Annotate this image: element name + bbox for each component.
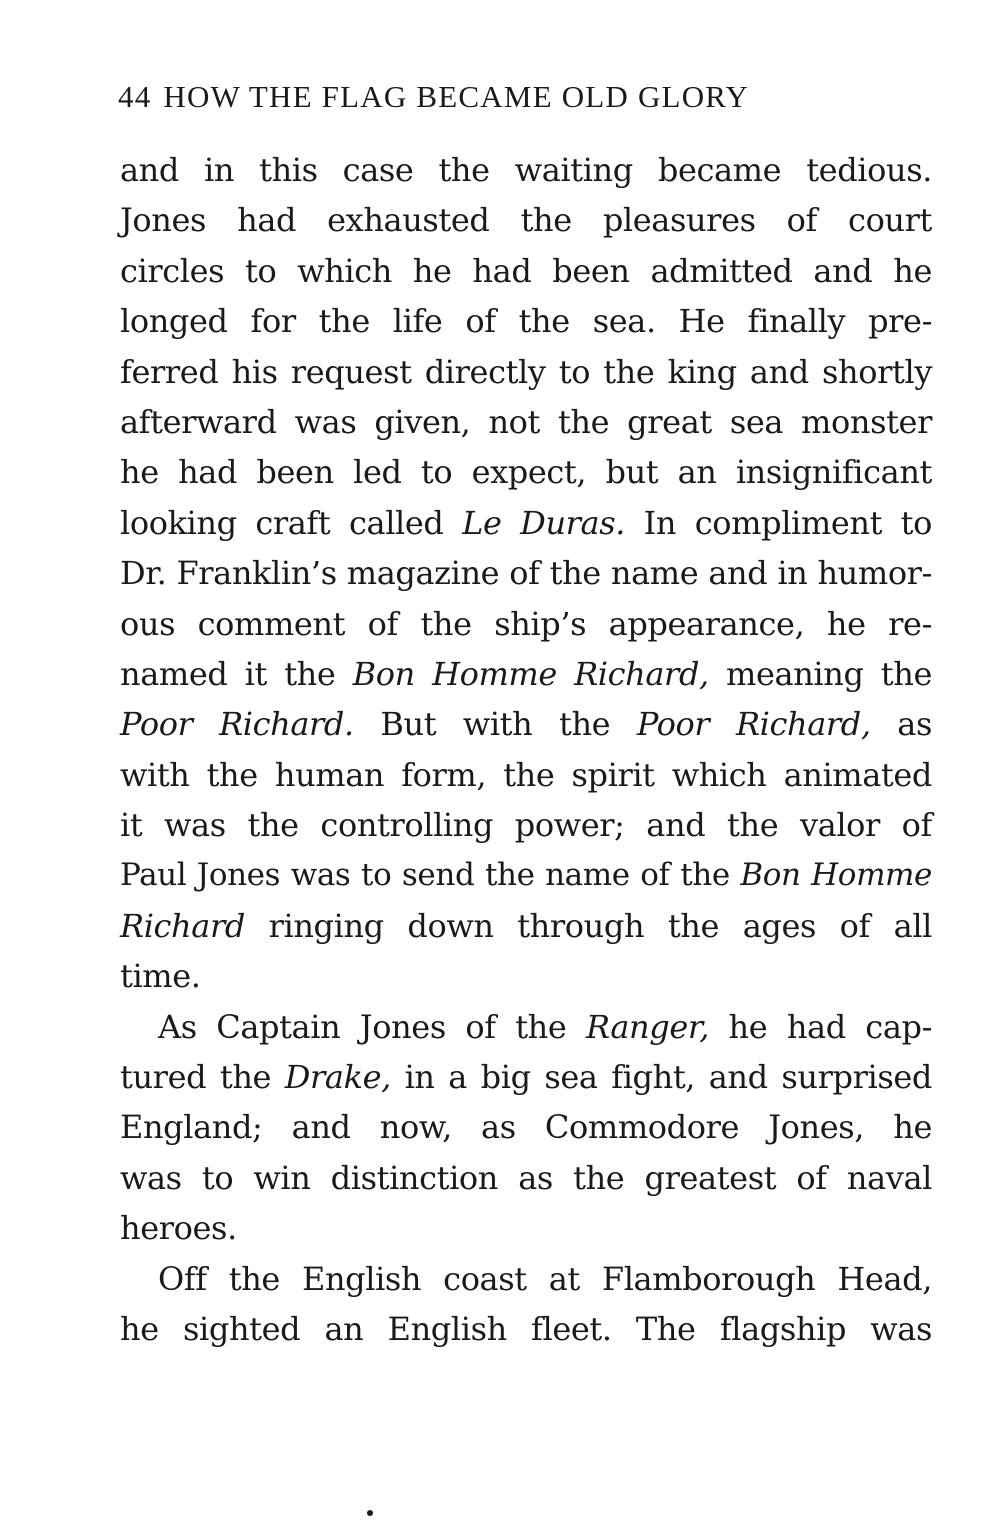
text-line: Dr. Franklin’s magazine of the name and in humor- bbox=[120, 554, 932, 593]
text-line: was to win distinction as the greatest of naval bbox=[120, 1158, 932, 1197]
text-line: Paul Jones was to send the name of the Bon Homme bbox=[120, 857, 933, 894]
ink-dot bbox=[367, 1510, 373, 1516]
text-line: with the human form, the spirit which animated bbox=[120, 755, 932, 794]
text-line: longed for the life of the sea. He finally pre- bbox=[120, 302, 932, 341]
text-line: it was the controlling power; and the valor of bbox=[120, 806, 932, 845]
text-line: ferred his request directly to the king and shortly bbox=[120, 352, 932, 391]
running-title: HOW THE FLAG BECAME OLD GLORY bbox=[163, 79, 750, 114]
ship-name-bon-homme: Bon Homme bbox=[740, 857, 933, 894]
text-line: England; and now, as Commodore Jones, he bbox=[120, 1108, 932, 1147]
text-line: tured the Drake, in a big sea fight, and surprised bbox=[120, 1058, 932, 1097]
text-line: he had been led to expect, but an insignificant bbox=[120, 453, 932, 492]
text-line: Off the English coast at Flamborough Head, bbox=[158, 1259, 932, 1298]
ship-name-poor-richard: Poor Richard. bbox=[120, 705, 354, 744]
text-line: afterward was given, not the great sea monster bbox=[120, 402, 932, 441]
text-line: Jones had exhausted the pleasures of court bbox=[120, 201, 932, 240]
page-number: 44 bbox=[118, 79, 152, 114]
ship-name-poor-richard: Poor Richard, bbox=[636, 705, 871, 744]
text-line: Richard ringing down through the ages of all bbox=[120, 906, 932, 945]
text-line: named it the Bon Homme Richard, meaning the bbox=[120, 654, 932, 693]
text-line: circles to which he had been admitted and he bbox=[120, 251, 932, 290]
text-line: and in this case the waiting became tedious. bbox=[120, 151, 932, 189]
text-line: Poor Richard. But with the Poor Richard, as bbox=[120, 705, 932, 744]
text-line: time. bbox=[120, 957, 201, 996]
ship-name-le-duras: Le Duras. bbox=[462, 503, 626, 542]
ship-name-bon-homme-richard: Bon Homme Richard, bbox=[352, 654, 709, 693]
text-line: heroes. bbox=[120, 1209, 237, 1248]
ship-name-drake: Drake, bbox=[284, 1058, 391, 1097]
running-head bbox=[118, 77, 930, 117]
text-line: he sighted an English fleet. The flagship was bbox=[120, 1309, 932, 1348]
body-text bbox=[120, 145, 932, 1354]
ship-name-richard: Richard bbox=[120, 906, 245, 945]
text-line: looking craft called Le Duras. In compliment to bbox=[120, 503, 933, 542]
text-line: ous comment of the ship’s appearance, he re- bbox=[120, 604, 932, 643]
text-line: As Captain Jones of the Ranger, he had cap- bbox=[158, 1007, 933, 1046]
ship-name-ranger: Ranger, bbox=[585, 1007, 710, 1046]
